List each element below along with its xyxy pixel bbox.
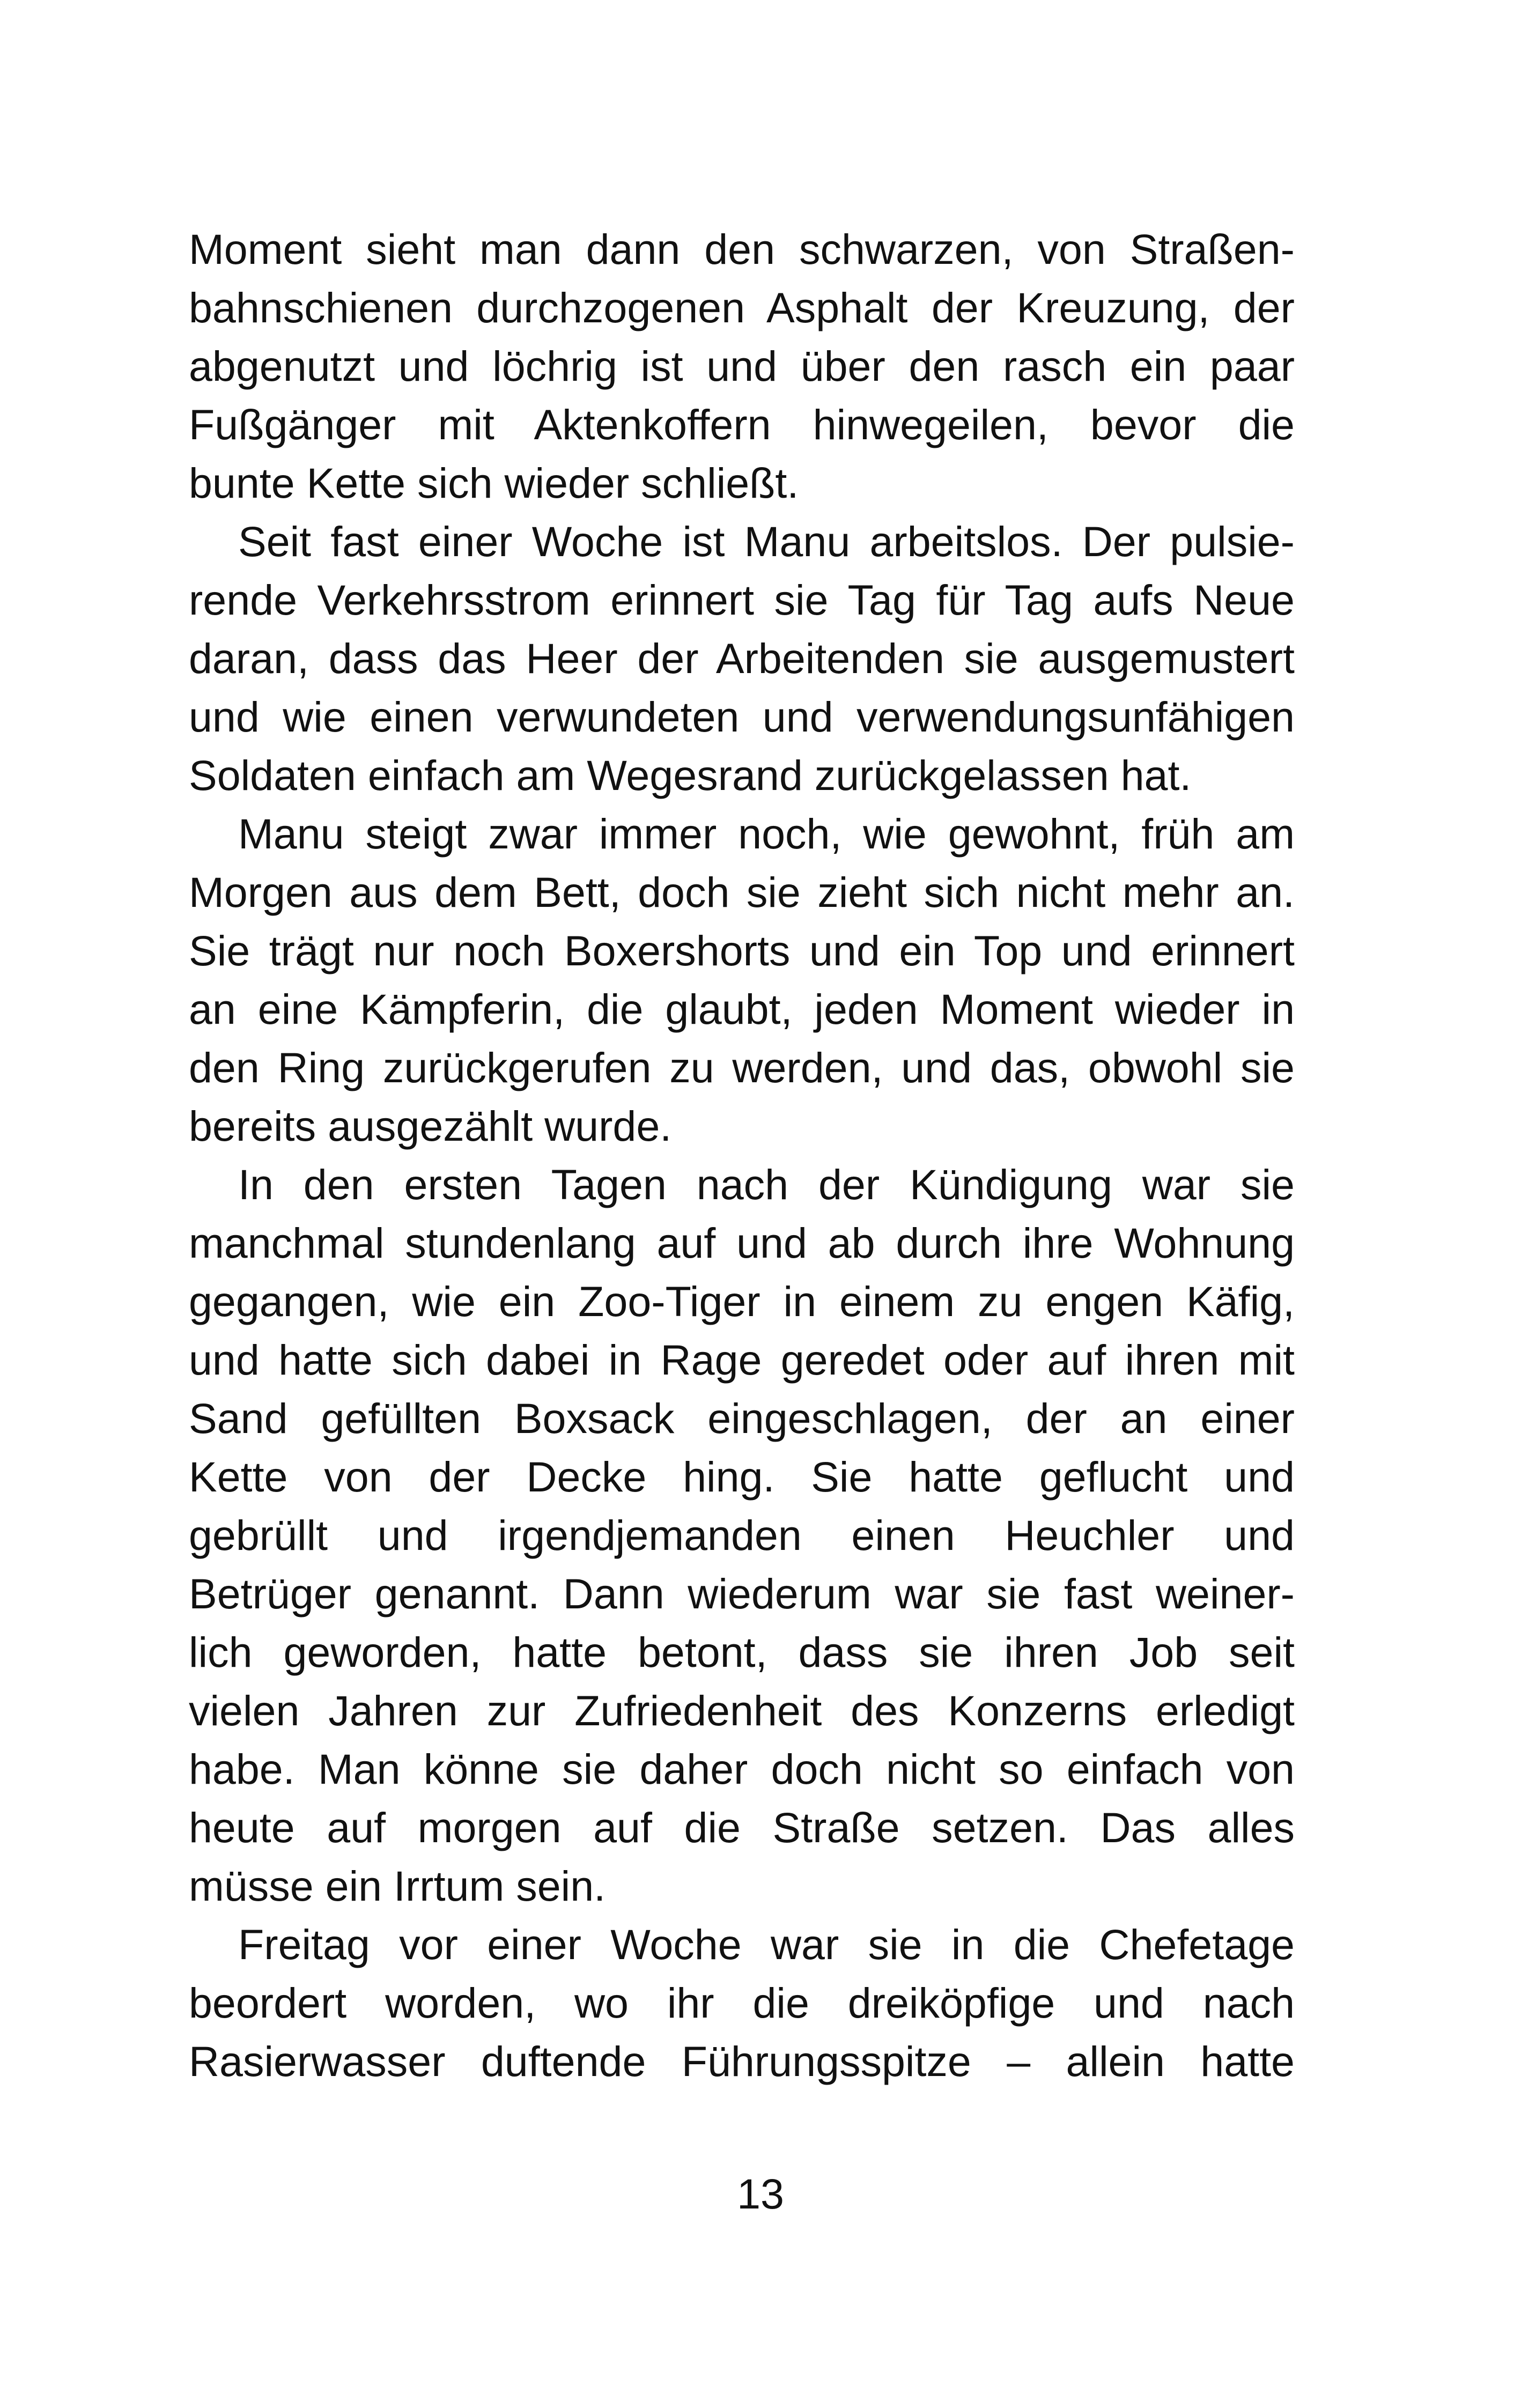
text-line: beordert worden, wo ihr die dreiköpfige und nach	[189, 1979, 1295, 2027]
text-line: Sie trägt nur noch Boxershorts und ein Top und erinnert	[189, 927, 1295, 974]
text-line: den Ring zurückgerufen zu werden, und das, obwohl sie	[189, 1044, 1295, 1091]
text-line: bahnschienen durchzogenen Asphalt der Kreuzung, der	[189, 284, 1295, 331]
text-line: vielen Jahren zur Zufriedenheit des Konzerns erledigt	[189, 1687, 1295, 1734]
text-line: Kette von der Decke hing. Sie hatte geflucht und	[189, 1453, 1295, 1501]
text-line: abgenutzt und löchrig ist und über den rasch ein paar	[189, 342, 1295, 390]
text-line: müsse ein Irrtum sein.	[189, 1862, 606, 1910]
text-line: lich geworden, hatte betont, dass sie ihren Job seit	[189, 1628, 1295, 1676]
text-line: Betrüger genannt. Dann wiederum war sie fast weiner-	[189, 1570, 1295, 1617]
text-line: und wie einen verwundeten und verwendungsunfähigen	[189, 693, 1295, 741]
text-line: an eine Kämpferin, die glaubt, jeden Moment wieder in	[189, 985, 1295, 1033]
text-line: bereits ausgezählt wurde.	[189, 1102, 672, 1150]
text-line: Sand gefüllten Boxsack eingeschlagen, der an einer	[189, 1394, 1295, 1442]
text-line: rende Verkehrsstrom erinnert sie Tag für Tag aufs Neue	[189, 576, 1295, 624]
body-text	[189, 220, 1295, 2091]
text-line: habe. Man könne sie daher doch nicht so einfach von	[189, 1745, 1295, 1793]
text-line: Seit fast einer Woche ist Manu arbeitslos. Der pulsie-	[238, 518, 1295, 565]
text-line: In den ersten Tagen nach der Kündigung war sie	[238, 1161, 1295, 1208]
text-line: manchmal stundenlang auf und ab durch ihre Wohnung	[189, 1219, 1295, 1267]
text-line: Soldaten einfach am Wegesrand zurückgelassen hat.	[189, 751, 1192, 799]
text-line: heute auf morgen auf die Straße setzen. Das alles	[189, 1804, 1295, 1851]
text-line: bunte Kette sich wieder schließt.	[189, 459, 799, 507]
text-line: Morgen aus dem Bett, doch sie zieht sich nicht mehr an.	[189, 868, 1295, 916]
text-line: daran, dass das Heer der Arbeitenden sie ausgemustert	[189, 634, 1295, 682]
text-line: Rasierwasser duftende Führungsspitze – allein hatte	[189, 2037, 1295, 2085]
text-line: und hatte sich dabei in Rage geredet oder auf ihren mit	[189, 1336, 1295, 1384]
text-line: gegangen, wie ein Zoo-Tiger in einem zu engen Käfig,	[189, 1277, 1295, 1325]
text-line: Moment sieht man dann den schwarzen, von Straßen-	[189, 225, 1295, 273]
text-line: Freitag vor einer Woche war sie in die Chefetage	[238, 1921, 1295, 1968]
text-line: gebrüllt und irgendjemanden einen Heuchler und	[189, 1511, 1295, 1559]
text-line: Fußgänger mit Aktenkoffern hinwegeilen, bevor die	[189, 401, 1295, 448]
text-line: Manu steigt zwar immer noch, wie gewohnt, früh am	[238, 810, 1295, 858]
page-number: 13	[737, 2170, 784, 2218]
